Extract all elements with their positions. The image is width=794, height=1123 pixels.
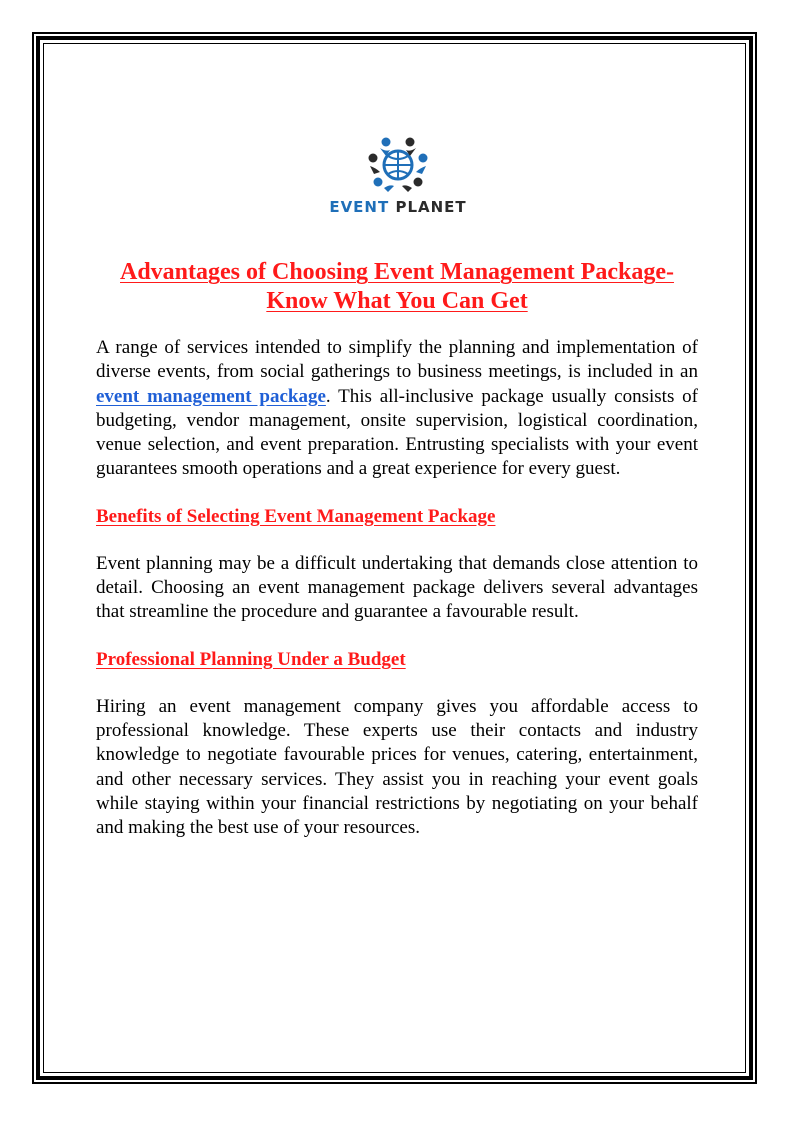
section-heading-budget: Professional Planning Under a Budget — [96, 648, 406, 670]
intro-text-after-link: . This all-inclusive package usually consists of budgeting, vendor management, onsite supervision, logistical coordination, venue selection, and event preparation. Entrusting specialists with your event guarantees smooth operations and a great experience for every guest. — [96, 385, 698, 480]
section-heading-benefits: Benefits of Selecting Event Management Package — [96, 505, 496, 527]
article-title: Advantages of Choosing Event Management Package- Know What You Can Get — [120, 259, 674, 314]
logo-wordmark — [318, 198, 478, 216]
logo-word-event: EVENT — [329, 198, 390, 216]
article-content — [96, 258, 698, 840]
section-body-benefits: Event planning may be a difficult undertaking that demands close attention to detail. Choosing an event management package delivers several advantages that streamline the procedure and guarantee a favourable result. — [96, 552, 698, 623]
event-management-package-link[interactable]: event management package — [96, 385, 326, 407]
section-body-budget: Hiring an event management company gives you affordable access to professional knowledge. These experts use their contacts and industry knowledge to negotiate favourable prices for venues, catering, entertainment, and other necessary services. They assist you in reaching your event goals while staying within your financial restrictions by negotiating on your behalf and making the best use of your resources. — [96, 695, 698, 839]
globe-people-logo-icon — [364, 132, 432, 196]
logo-word-planet: PLANET — [395, 198, 467, 216]
intro-text-before-link: A range of services intended to simplify the planning and implementation of diverse events, from social gatherings to business meetings, is included in an — [96, 337, 698, 383]
intro-paragraph — [96, 336, 698, 482]
event-planet-logo — [318, 132, 478, 222]
